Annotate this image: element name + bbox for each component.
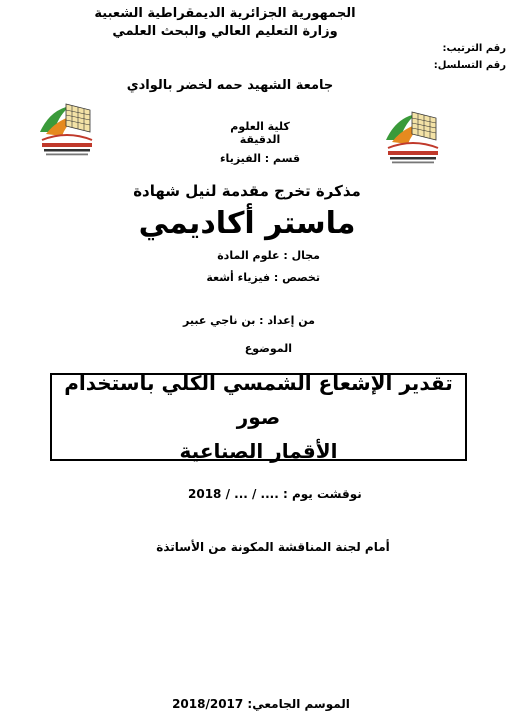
ministry-title: وزارة التعليم العالي والبحث العلمي [112, 24, 338, 39]
university-logo-right [382, 104, 444, 166]
thesis-title-line1: تقدير الإشعاع الشمسي الكلي باستخدام صور [64, 371, 453, 429]
field-label: مجال : علوم المادة [217, 249, 320, 262]
degree-title: ماستر أكاديمي [138, 206, 356, 241]
memo-title: مذكرة تخرج مقدمة لنيل شهادة [133, 182, 361, 200]
subject-label: الموضوع [244, 342, 292, 355]
university-logo-icon [382, 104, 444, 166]
prepared-by: من إعداد : بن ناجي عبير [183, 314, 315, 327]
university-name: جامعة الشهيد حمه لخضر بالوادي [126, 78, 334, 93]
defense-date: نوقشت يوم : .... / ... / 2018 [188, 487, 362, 501]
jury-label: أمام لجنة المناقشة المكونة من الأساتذة [156, 540, 390, 554]
academic-year: الموسم الجامعي: 2018/2017 [172, 697, 350, 711]
thesis-title-line2: الأقمار الصناعية [179, 439, 338, 463]
sequence-label: رقم التسلسل: [433, 60, 506, 71]
department-name: قسم : الفيزياء [219, 152, 301, 165]
faculty-name: كلية العلوم الدقيقة [230, 120, 290, 146]
university-logo-left [36, 96, 98, 158]
thesis-title-box [50, 373, 467, 461]
specialty-label: تخصص : فيزياء أشعة [206, 271, 320, 284]
university-logo-icon [36, 96, 98, 158]
rank-label: رقم الترتيب: [442, 43, 506, 54]
republic-title: الجمهورية الجزائرية الديمقراطية الشعبية [94, 6, 356, 21]
